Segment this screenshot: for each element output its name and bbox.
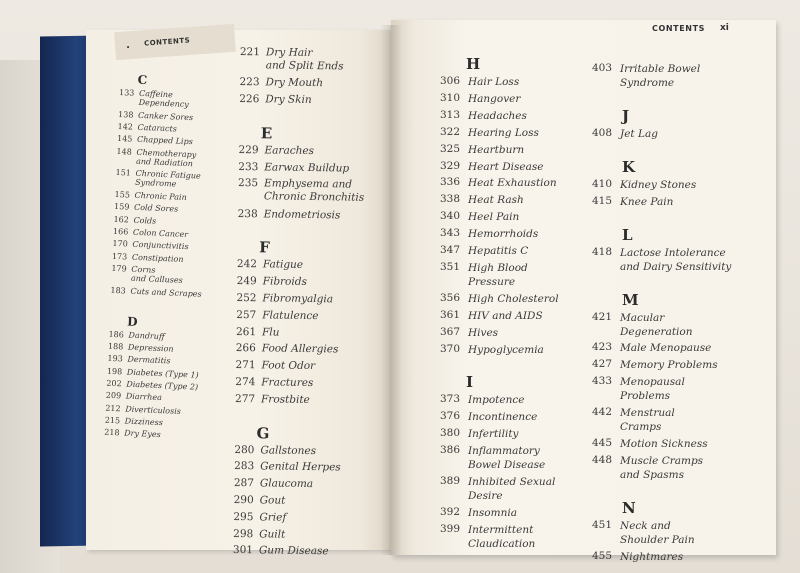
toc-topic <box>124 429 161 440</box>
toc-topic <box>620 127 658 141</box>
toc-topic-line: Conjunctivitis <box>132 239 189 252</box>
toc-page-number: 389 <box>440 475 461 487</box>
toc-topic <box>468 444 545 472</box>
toc-topic <box>620 178 696 192</box>
toc-page-number: 370 <box>440 342 461 355</box>
section-letter-e: E <box>260 124 273 143</box>
toc-page-number: 295 <box>233 510 254 524</box>
toc-topic-line: Guilt <box>259 527 286 541</box>
toc-topic <box>620 375 685 403</box>
toc-page-number: 392 <box>440 505 461 518</box>
toc-topic <box>260 478 313 492</box>
toc-page-number: 427 <box>592 358 613 371</box>
toc-topic-line: Heat Exhaustion <box>468 177 557 190</box>
toc-topic <box>128 343 174 354</box>
toc-page-number: 229 <box>238 143 259 157</box>
toc-topic <box>264 161 349 175</box>
toc-topic-line: Glaucoma <box>259 477 314 491</box>
toc-topic <box>620 519 695 547</box>
toc-page-number: 159 <box>113 202 130 212</box>
toc-topic <box>133 215 156 225</box>
toc-page-number: 329 <box>440 159 461 172</box>
toc-topic <box>262 292 333 306</box>
section-letter-d: D <box>126 314 138 329</box>
toc-topic <box>127 355 170 366</box>
toc-topic-line: Hair Loss <box>468 76 520 88</box>
toc-topic-line: Claudication <box>468 537 536 550</box>
toc-page-number: 322 <box>440 125 461 138</box>
toc-page-number: 336 <box>440 176 461 189</box>
toc-page-number: 148 <box>116 146 133 157</box>
toc-topic <box>468 475 555 503</box>
toc-page-number: 151 <box>115 168 132 178</box>
toc-topic-line: and Radiation <box>135 156 194 168</box>
toc-topic-line: Muscle Cramps <box>620 454 704 467</box>
toc-page-number: 235 <box>237 177 259 190</box>
toc-topic-line: Incontinence <box>468 411 538 424</box>
toc-topic-line: Nightmares <box>620 550 684 563</box>
toc-page-number: 162 <box>113 214 130 225</box>
toc-page-number: 347 <box>440 244 461 256</box>
toc-topic <box>468 244 528 258</box>
toc-topic-line: Chronic Pain <box>134 190 187 203</box>
toc-topic-line: Dandruff <box>128 330 165 341</box>
toc-topic <box>468 292 559 306</box>
toc-page-number: 373 <box>440 393 461 406</box>
toc-topic-line: Earwax Buildup <box>264 160 350 175</box>
toc-topic-line: Infertility <box>468 428 519 441</box>
toc-topic-line: Inhibited Sexual <box>468 476 556 488</box>
toc-topic-line: Hearing Loss <box>468 126 539 139</box>
toc-page-number: 433 <box>592 375 613 388</box>
toc-topic <box>468 143 524 157</box>
toc-page-number: 343 <box>440 227 461 240</box>
toc-topic <box>262 343 339 357</box>
toc-page-number: 386 <box>440 444 461 457</box>
right-running-head: CONTENTS <box>652 24 706 33</box>
toc-page-number: 340 <box>440 210 461 223</box>
toc-page-number: 403 <box>592 62 613 74</box>
toc-topic <box>262 326 280 339</box>
toc-page-number: 274 <box>235 375 256 389</box>
toc-topic-line: Diabetes (Type 2) <box>126 379 199 392</box>
toc-page-number: 252 <box>236 291 257 305</box>
toc-page-number: 271 <box>235 359 256 372</box>
toc-page-number: 410 <box>592 177 613 190</box>
toc-topic-line: and Split Ends <box>265 59 344 73</box>
toc-page-number: 266 <box>235 342 256 355</box>
toc-topic-line: Diverticulosis <box>125 404 182 416</box>
toc-topic <box>468 160 543 174</box>
toc-page-number: 283 <box>234 460 255 473</box>
toc-topic-line: Headaches <box>468 109 527 122</box>
section-letter-g: G <box>256 423 270 443</box>
toc-topic-line: Colds <box>133 215 157 226</box>
toc-topic-line: Fibromyalgia <box>262 292 334 306</box>
toc-topic-line: Chapped Lips <box>136 135 193 147</box>
toc-topic <box>468 193 524 207</box>
toc-topic-line: Impotence <box>468 394 525 407</box>
toc-page-number: 399 <box>440 522 461 535</box>
toc-topic-line: Cold Sores <box>133 203 179 214</box>
toc-topic-line: Food Allergies <box>261 342 339 356</box>
toc-page-number: 421 <box>592 310 613 323</box>
toc-topic <box>263 276 307 290</box>
toc-topic-line: Neck and <box>620 519 671 532</box>
toc-page-number: 367 <box>440 325 461 338</box>
section-letter-f: F <box>259 238 270 257</box>
toc-page-number: 183 <box>110 285 126 295</box>
section-letter-j: J <box>622 106 630 125</box>
toc-topic-line: Chronic Bronchitis <box>263 190 365 205</box>
toc-topic-line: Heart Disease <box>468 160 544 173</box>
toc-topic <box>260 444 316 458</box>
toc-topic <box>261 376 313 390</box>
toc-page-number: 138 <box>117 109 134 120</box>
toc-topic <box>265 93 312 107</box>
toc-topic-line: Caffeine <box>138 88 174 100</box>
toc-page-number: 290 <box>233 493 254 507</box>
toc-topic-line: Irritable Bowel <box>620 63 701 75</box>
toc-topic-line: Hepatitis C <box>468 245 529 257</box>
toc-page-number: 186 <box>108 329 125 340</box>
toc-topic <box>468 326 498 340</box>
toc-topic <box>620 358 718 372</box>
section-letter-i: I <box>466 373 474 392</box>
toc-topic <box>468 261 528 289</box>
toc-topic-line: Syndrome <box>620 77 675 89</box>
toc-topic <box>266 46 344 73</box>
toc-page-number: 133 <box>118 87 135 98</box>
toc-topic <box>259 511 286 524</box>
toc-topic <box>468 126 539 140</box>
toc-page-number: 310 <box>440 91 461 104</box>
toc-topic-line: Gout <box>259 494 286 507</box>
toc-topic-line: Flatulence <box>262 309 319 322</box>
toc-page-number: 166 <box>112 226 129 237</box>
toc-page-number: 423 <box>592 341 613 354</box>
toc-topic-line: Diabetes (Type 1) <box>126 367 199 380</box>
toc-topic-line: Jet Lag <box>620 127 658 140</box>
toc-topic <box>468 176 557 190</box>
toc-topic-line: Menopausal <box>620 376 685 389</box>
toc-topic-line: Heartburn <box>468 143 525 156</box>
toc-page-number: 212 <box>105 403 121 413</box>
toc-topic-line: Corns <box>131 264 156 275</box>
toc-page-number: 170 <box>112 239 128 249</box>
book-gutter <box>380 25 402 555</box>
toc-page-number: 325 <box>440 142 461 155</box>
toc-page-number: 249 <box>236 275 257 288</box>
toc-topic <box>620 550 683 564</box>
toc-page-number: 408 <box>592 126 613 139</box>
toc-topic-line: and Spasms <box>620 468 684 481</box>
toc-page-number: 351 <box>440 260 461 273</box>
toc-page-number: 376 <box>440 410 461 423</box>
toc-topic-line: Colon Cancer <box>132 227 189 240</box>
toc-topic <box>260 494 286 507</box>
toc-page-number: 455 <box>592 549 613 562</box>
section-letter-l: L <box>622 225 633 244</box>
toc-topic <box>260 461 341 475</box>
toc-page-number: 226 <box>239 92 260 106</box>
toc-page-number: 198 <box>106 366 123 377</box>
toc-topic-line: Problems <box>620 390 671 403</box>
toc-topic-line: Intermittent <box>468 523 534 536</box>
toc-topic-line: Macular <box>620 311 665 324</box>
toc-topic <box>620 341 711 355</box>
toc-topic-line: Cataracts <box>137 122 178 134</box>
toc-page-number: 287 <box>233 477 255 490</box>
toc-topic-line: Degeneration <box>620 325 693 338</box>
toc-topic <box>259 545 329 559</box>
toc-topic-line: and Dairy Sensitivity <box>620 260 732 273</box>
toc-page-number: 418 <box>592 245 613 258</box>
toc-page-number: 221 <box>239 46 261 59</box>
toc-topic <box>264 208 341 222</box>
toc-topic-line: Emphysema and <box>263 177 353 191</box>
toc-topic-line: High Cholesterol <box>468 292 559 305</box>
toc-page-number: 380 <box>440 427 461 440</box>
toc-page-number: 313 <box>440 108 461 121</box>
toc-page-number: 218 <box>104 427 120 438</box>
toc-topic <box>468 109 527 123</box>
toc-topic-line: Canker Sores <box>137 110 194 122</box>
toc-topic <box>128 330 164 341</box>
toc-topic <box>265 77 323 91</box>
toc-topic <box>468 75 519 89</box>
toc-page-number: 188 <box>107 341 124 352</box>
toc-topic-line: Flu <box>261 325 280 339</box>
toc-topic <box>136 147 196 168</box>
left-header-bullet: • <box>126 44 131 52</box>
toc-page-number: 301 <box>232 544 254 557</box>
toc-page-number: 277 <box>234 392 256 406</box>
toc-page-number: 338 <box>440 193 461 206</box>
toc-topic-line: Gallstones <box>260 443 317 457</box>
toc-page-number: 442 <box>592 406 613 419</box>
toc-page-number: 242 <box>236 258 258 271</box>
toc-topic <box>620 246 731 274</box>
toc-topic <box>620 62 700 90</box>
toc-topic <box>125 416 163 427</box>
toc-page-number: 193 <box>107 354 123 364</box>
toc-page-number: 261 <box>235 325 257 338</box>
toc-topic-line: Genital Herpes <box>260 460 341 474</box>
toc-topic-line: Hypoglycemia <box>468 343 544 356</box>
toc-topic-line: Dry Hair <box>265 46 313 60</box>
toc-topic <box>138 89 189 109</box>
toc-topic-line: Constipation <box>131 252 184 264</box>
toc-topic-line: Bowel Disease <box>468 459 546 472</box>
toc-page-number: 179 <box>111 263 127 274</box>
toc-topic <box>468 210 519 224</box>
toc-topic-line: Diarrhea <box>125 391 163 403</box>
toc-topic-line: Chronic Fatigue <box>135 169 201 181</box>
toc-topic <box>468 427 518 441</box>
toc-page-number: 145 <box>116 134 133 144</box>
toc-topic-line: Inflammatory <box>468 445 540 458</box>
toc-topic <box>620 406 675 434</box>
toc-page-number: 280 <box>234 443 255 456</box>
toc-topic <box>261 360 315 374</box>
toc-topic <box>262 309 319 323</box>
toc-topic-line: Dry Mouth <box>265 76 324 90</box>
toc-topic-line: Memory Problems <box>620 359 718 372</box>
toc-topic-line: Fibroids <box>262 275 307 289</box>
toc-topic <box>620 437 708 451</box>
toc-topic-line: Gum Disease <box>258 544 329 558</box>
toc-topic-line: Desire <box>468 490 503 502</box>
toc-topic-line: Hemorrhoids <box>468 228 539 241</box>
toc-topic-line: Pressure <box>468 275 516 288</box>
toc-topic <box>620 311 693 339</box>
toc-topic <box>131 264 183 284</box>
toc-topic-line: Shoulder Pain <box>620 533 695 546</box>
toc-topic-line: Hives <box>468 326 499 339</box>
toc-page-number: 257 <box>236 308 257 322</box>
section-letter-c: C <box>137 72 148 88</box>
toc-topic-line: and Calluses <box>130 273 183 285</box>
toc-topic <box>137 123 177 134</box>
toc-topic-line: Dizziness <box>124 416 164 428</box>
toc-topic <box>259 528 285 541</box>
toc-page-number: 298 <box>233 527 254 540</box>
toc-topic <box>126 392 162 403</box>
toc-topic-line: Dermatitis <box>127 354 171 366</box>
toc-topic-line: Grief <box>259 511 287 524</box>
toc-topic <box>263 259 303 273</box>
toc-page-number: 202 <box>106 378 122 389</box>
toc-topic <box>620 454 703 482</box>
toc-topic <box>135 169 201 190</box>
toc-topic-line: Insomnia <box>468 506 517 519</box>
toc-topic-line: Knee Pain <box>620 195 674 208</box>
toc-topic-line: Lactose Intolerance <box>620 246 726 259</box>
toc-page-number: 142 <box>117 121 134 132</box>
toc-topic-line: Depression <box>127 342 174 354</box>
toc-topic-line: Dependency <box>138 97 190 110</box>
toc-page-number: 356 <box>440 291 461 304</box>
toc-topic <box>134 203 178 214</box>
toc-page-number: 238 <box>237 207 258 220</box>
toc-topic-line: Menstrual <box>620 407 675 420</box>
toc-topic-line: Kidney Stones <box>620 178 697 191</box>
toc-topic-line: Dry Eyes <box>124 428 161 440</box>
right-page-number: xi <box>720 23 729 33</box>
toc-topic-line: HIV and AIDS <box>468 309 543 322</box>
toc-page-number: 445 <box>592 437 613 449</box>
section-letter-n: N <box>622 498 636 517</box>
toc-topic-line: High Blood <box>468 261 528 274</box>
toc-topic <box>468 309 543 323</box>
toc-page-number: 209 <box>105 390 122 401</box>
toc-topic <box>468 227 538 241</box>
toc-topic <box>468 92 520 106</box>
toc-topic-line: Cuts and Scrapes <box>130 286 202 299</box>
toc-topic-line: Heat Rash <box>468 194 524 207</box>
toc-page-number: 306 <box>440 75 461 87</box>
toc-topic <box>468 393 524 407</box>
toc-page-number: 173 <box>111 251 128 261</box>
toc-topic-line: Cramps <box>620 421 662 434</box>
section-letter-m: M <box>622 290 639 309</box>
toc-topic <box>468 523 535 551</box>
toc-topic-line: Syndrome <box>134 178 177 189</box>
toc-topic-line: Male Menopause <box>620 342 712 355</box>
toc-page-number: 155 <box>114 189 131 200</box>
toc-topic <box>620 195 673 209</box>
toc-topic <box>468 506 517 520</box>
section-letter-h: H <box>466 55 481 73</box>
toc-topic <box>264 178 365 205</box>
section-letter-k: K <box>622 157 636 176</box>
toc-topic-line: Foot Odor <box>261 359 316 373</box>
toc-topic <box>468 410 537 424</box>
left-running-head: CONTENTS <box>143 36 191 48</box>
toc-topic-line: Fatigue <box>262 258 304 272</box>
toc-topic <box>261 393 310 407</box>
toc-topic-line: Dry Skin <box>265 93 312 107</box>
toc-topic-line: Frostbite <box>260 393 310 406</box>
toc-topic <box>264 144 314 158</box>
toc-topic <box>468 343 544 357</box>
toc-page-number: 415 <box>592 194 613 207</box>
toc-page-number: 451 <box>592 518 613 531</box>
toc-topic-line: Earaches <box>264 144 315 157</box>
toc-topic-line: Chemotherapy <box>136 147 197 159</box>
toc-page-number: 223 <box>239 76 260 89</box>
toc-topic-line: Fractures <box>261 376 314 390</box>
toc-page-number: 233 <box>238 160 259 173</box>
toc-topic-line: Endometriosis <box>263 207 341 222</box>
toc-topic-line: Hangover <box>468 92 521 105</box>
toc-page-number: 361 <box>440 308 461 321</box>
toc-page-number: 448 <box>592 453 613 466</box>
toc-topic-line: Heel Pain <box>468 211 520 224</box>
toc-topic-line: Motion Sickness <box>620 438 708 450</box>
toc-page-number: 215 <box>104 415 121 426</box>
